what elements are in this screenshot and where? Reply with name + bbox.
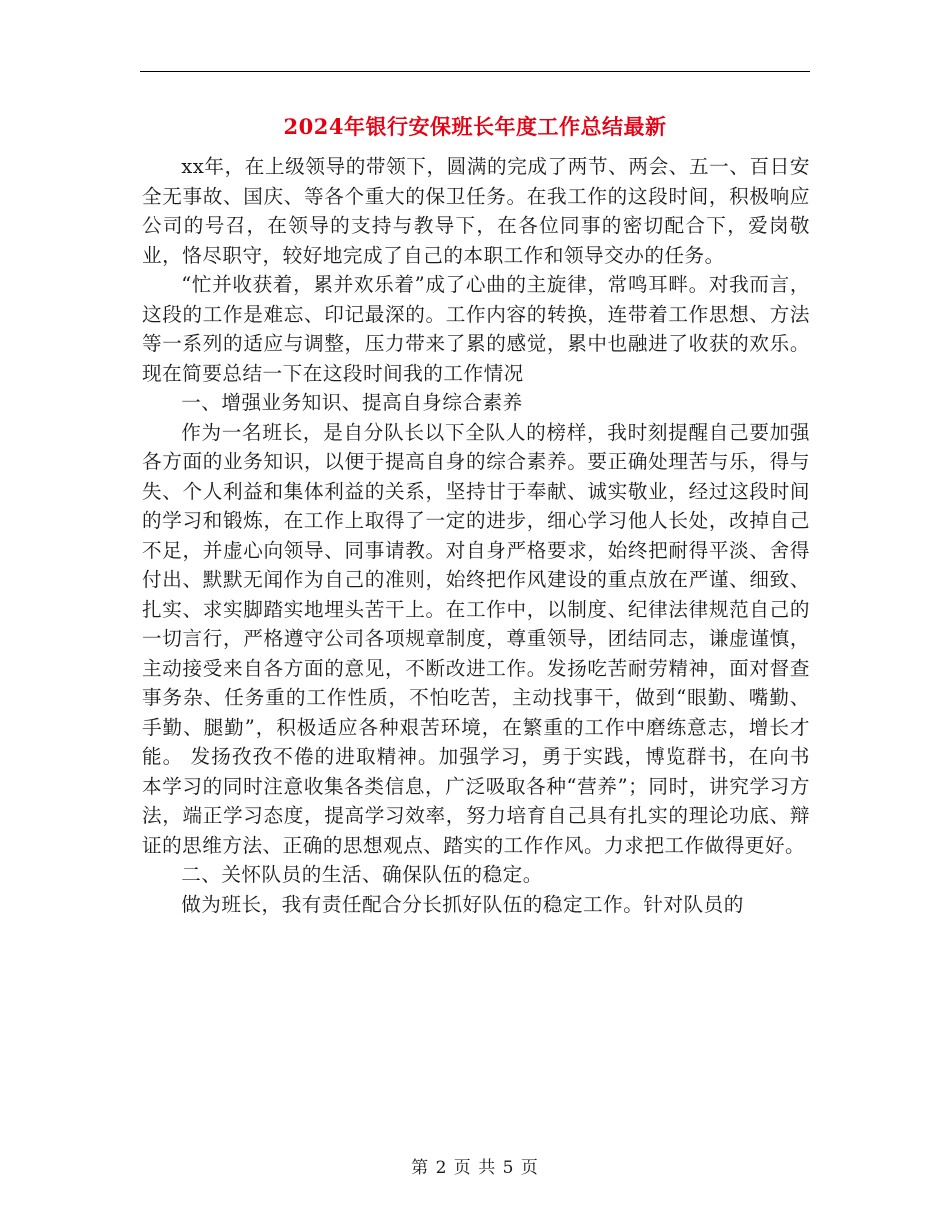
paragraph-section-2: 做为班长，我有责任配合分长抓好队伍的稳定工作。针对队员的 [181,892,744,916]
section-heading-1: 一、增强业务知识、提高自身综合素养 [181,391,523,414]
footer-suffix: 页 [520,1158,539,1178]
document-title: 2024年银行安保班长年度工作总结最新 [283,114,667,139]
header-rule [140,71,810,72]
footer-total-pages: 5 [502,1158,515,1178]
page-number-footer [0,1153,950,1178]
section-heading-2: 二、关怀队员的生活、确保队伍的稳定。 [181,863,543,886]
footer-middle: 页 共 [453,1158,497,1178]
paragraph-intro: xx年，在上级领导的带领下，圆满的完成了两节、两会、五一、百日安全无事故、国庆、等各个重大的保卫任务。在我工作的这段时间，积极响应公司的号召，在领导的支持与教导下，在各位同事的密切配合下，爱岗敬业，恪尽职守，较好地完成了自己的本职工作和领导交办的任务。 [142,155,810,267]
paragraph-motto: “忙并收获着，累并欢乐着”成了心曲的主旋律，常鸣耳畔。对我而言，这段的工作是难忘、印记最深的。工作内容的转换，连带着工作思想、方法等一系列的适应与调整，压力带来了累的感觉，累中也融进了收获的欢乐。现在简要总结一下在这段时间我的工作情况 [142,273,810,385]
document-body [142,152,810,919]
footer-prefix: 第 [411,1158,430,1178]
paragraph-section-1: 作为一名班长，是自分队长以下全队人的榜样，我时刻提醒自己要加强各方面的业务知识，以便于提高自身的综合素养。要正确处理苦与乐，得与失、个人利益和集体利益的关系，坚持甘于奉献、诚实敬业，经过这段时间的学习和锻炼，在工作上取得了一定的进步，细心学习他人长处，改掉自己不足，并虚心向领导、同事请教。对自身严格要求，始终把耐得平淡、舍得付出、默默无闻作为自己的准则，始终把作风建设的重点放在严谨、细致、扎实、求实脚踏实地埋头苦干上。在工作中，以制度、纪律法律规范自己的一切言行，严格遵守公司各项规章制度，尊重领导，团结同志，谦虚谨慎，主动接受来自各方面的意见，不断改进工作。发扬吃苦耐劳精神，面对督查事务杂、任务重的工作性质，不怕吃苦，主动找事干，做到“眼勤、嘴勤、手勤、腿勤”，积极适应各种艰苦环境，在繁重的工作中磨练意志，增长才能。 发扬孜孜不倦的进取精神。加强学习，勇于实践，博览群书，在向书本学习的同时注意收集各类信息，广泛吸取各种“营养”；同时，讲究学习方法，端正学习态度，提高学习效率，努力培育自己具有扎实的理论功底、辩证的思维方法、正确的思想观点、踏实的工作作风。力求把工作做得更好。 [142,420,810,857]
footer-current-page: 2 [435,1158,448,1178]
